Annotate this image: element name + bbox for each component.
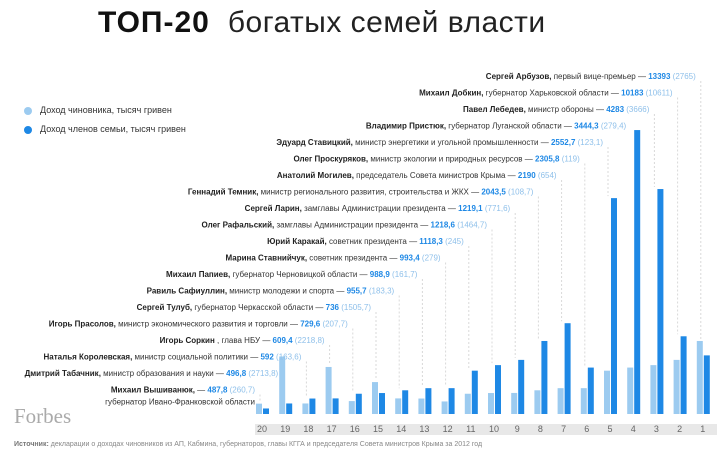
label-post: первый вице-премьер — — [553, 72, 649, 81]
legend-label-official: Доход чиновника, тысяч гривен — [40, 105, 172, 115]
label-post: министр регионального развития, строительства и ЖКХ — — [260, 187, 482, 197]
label-name: Сергей Ларин, — [244, 204, 305, 213]
label-family-income: (163,6) — [276, 352, 302, 362]
bar-family-5 — [611, 198, 617, 414]
label-post: замглавы Администрации президента — — [304, 204, 459, 213]
bar-official-4 — [627, 368, 633, 414]
x-tick-3: 3 — [653, 424, 659, 434]
label-post: председатель Совета министров Крыма — — [356, 171, 518, 180]
x-tick-2: 2 — [677, 424, 683, 434]
source-label: Источник: — [14, 441, 49, 448]
label-rank-14 — [147, 287, 395, 296]
bar-family-1 — [704, 355, 710, 414]
bar-official-13 — [418, 399, 424, 414]
x-tick-11: 11 — [466, 424, 476, 434]
label-rank-7 — [277, 171, 557, 180]
label-family-income: (2765) — [672, 72, 696, 81]
label-family-income: (279,4) — [600, 121, 627, 131]
bar-family-11 — [472, 371, 478, 414]
bar-family-13 — [425, 388, 431, 414]
x-tick-7: 7 — [561, 424, 567, 434]
bar-family-2 — [681, 336, 687, 414]
label-post-rank-20: губернатор Ивано-Франковской области — [105, 397, 255, 407]
label-name: Анатолий Могилев, — [276, 171, 357, 180]
label-rank-3 — [463, 105, 650, 114]
bar-family-9 — [518, 360, 524, 414]
bar-family-17 — [333, 398, 339, 414]
x-tick-4: 4 — [630, 424, 636, 434]
x-tick-8: 8 — [537, 424, 543, 434]
label-name: Павел Лебедев, — [463, 105, 529, 114]
label-own-income: 592 — [260, 352, 277, 362]
bar-official-12 — [442, 401, 448, 414]
label-post: советник президента — — [309, 253, 400, 263]
title-light: богатых семей власти — [227, 6, 546, 39]
label-name: Михаил Папиев, — [166, 270, 233, 279]
label-family-income: (279) — [421, 253, 441, 263]
label-name: Олег Рафальский, — [201, 220, 277, 230]
forbes-logo: Forbes — [14, 404, 72, 428]
bar-official-3 — [650, 365, 656, 414]
label-own-income: 2305,8 — [535, 154, 562, 164]
x-tick-10: 10 — [488, 424, 500, 434]
label-post: министр образования и науки — — [103, 369, 227, 378]
x-tick-12: 12 — [442, 424, 453, 434]
label-post: министр социальной политики — — [134, 352, 261, 362]
label-name: Наталья Королевская, — [43, 352, 135, 362]
label-own-income: 487,8 — [207, 385, 230, 395]
label-own-income: 13393 — [648, 72, 673, 81]
label-rank-10 — [201, 221, 487, 230]
person-labels — [25, 72, 697, 407]
bar-official-11 — [465, 394, 471, 414]
label-rank-6 — [293, 155, 580, 164]
bar-family-18 — [309, 399, 315, 414]
label-rank-15 — [137, 303, 372, 312]
label-name: Михаил Добкин, — [419, 88, 486, 98]
label-name: Равиль Сафиуллин, — [146, 286, 230, 296]
label-name: Игорь Соркин — [159, 336, 218, 345]
x-tick-16: 16 — [349, 424, 360, 434]
label-dash: — — [197, 385, 208, 395]
label-family-income: (161,7) — [392, 270, 418, 279]
label-post: , глава НБУ — — [217, 336, 273, 345]
label-post: губернатор Черновицкой области — — [232, 270, 370, 279]
bar-official-15 — [372, 382, 378, 414]
label-post: министр экономического развития и торговли — — [118, 319, 301, 329]
label-family-income: (654) — [537, 171, 557, 180]
x-tick-20: 20 — [256, 424, 268, 434]
label-own-income: 2552,7 — [550, 138, 578, 147]
label-family-income: (10611) — [645, 88, 673, 98]
bar-family-6 — [588, 368, 594, 414]
label-own-income: 1219,1 — [458, 204, 485, 213]
label-family-income: (1505,7) — [341, 303, 371, 312]
label-own-income: 1118,3 — [419, 237, 446, 246]
label-rank-13 — [166, 270, 418, 279]
label-name: Сергей Арбузов, — [485, 72, 554, 81]
x-tick-19: 19 — [280, 424, 291, 434]
bar-official-2 — [674, 360, 680, 414]
bar-official-17 — [326, 367, 332, 414]
label-family-income: (1464,7) — [457, 220, 487, 230]
bar-official-1 — [697, 341, 703, 414]
bar-family-19 — [286, 403, 292, 414]
label-family-income: (3666) — [626, 105, 650, 114]
label-rank-9 — [245, 204, 511, 213]
bar-official-10 — [488, 393, 494, 414]
label-name: Марина Ставнийчук, — [225, 253, 310, 263]
label-own-income: 993,4 — [399, 253, 422, 263]
x-tick-13: 13 — [419, 424, 430, 434]
label-name: Игорь Прасолов, — [48, 319, 119, 329]
label-name: Юрий Каракай, — [267, 237, 329, 246]
bar-family-7 — [565, 323, 571, 414]
x-tick-1: 1 — [700, 424, 706, 434]
label-family-income: (183,3) — [368, 286, 395, 296]
source-text: декларации о доходах чиновников из АП, Кабмина, губернаторов, главы КГГА и председателя Совета министров Крыма за 2012 год — [50, 441, 483, 448]
label-family-income: (245) — [445, 237, 464, 246]
bar-official-7 — [558, 388, 564, 414]
label-own-income: 609,4 — [272, 336, 295, 345]
label-post: советник президента — — [328, 237, 420, 246]
label-post: замглавы Администрации президента — — [276, 220, 431, 230]
label-rank-17 — [160, 336, 325, 345]
label-post: губернатор Харьковской области — — [485, 88, 622, 98]
label-post: губернатор Луганской области — — [448, 121, 575, 131]
label-own-income: 496,8 — [226, 369, 249, 378]
label-family-income: (2713,8) — [248, 369, 279, 378]
label-name: Владимир Пристюк, — [365, 121, 449, 131]
bar-official-5 — [604, 371, 610, 414]
label-own-income: 955,7 — [346, 286, 369, 296]
label-rank-1 — [486, 72, 696, 81]
label-rank-4 — [366, 122, 627, 131]
label-rank-16 — [49, 320, 348, 329]
label-family-income: (119) — [561, 154, 580, 164]
bar-family-3 — [657, 189, 663, 414]
source-note — [14, 441, 482, 448]
bar-family-4 — [634, 130, 640, 414]
bar-official-19 — [279, 356, 285, 414]
title-bold: ТОП-20 — [98, 6, 210, 39]
label-own-income: 4283 — [606, 105, 627, 114]
label-name: Дмитрий Табачник, — [24, 369, 104, 378]
label-family-income: (123,1) — [577, 138, 603, 147]
label-own-income: 736 — [325, 303, 342, 312]
x-tick-18: 18 — [303, 424, 314, 434]
bar-official-8 — [534, 390, 540, 414]
x-tick-17: 17 — [326, 424, 337, 434]
label-rank-11 — [267, 237, 464, 246]
label-own-income: 729,6 — [300, 319, 323, 329]
x-tick-6: 6 — [584, 424, 590, 434]
label-family-income: (207,7) — [322, 319, 348, 329]
label-family-income: (260,7) — [229, 385, 255, 395]
label-name: Олег Проскуряков, — [293, 154, 371, 164]
bar-family-10 — [495, 365, 501, 414]
label-family-income: (108,7) — [508, 187, 534, 197]
bar-official-16 — [349, 401, 355, 414]
label-own-income: 3444,3 — [574, 121, 601, 131]
bar-family-14 — [402, 390, 408, 414]
label-post: министр молодежи и спорта — — [229, 286, 347, 296]
label-name: Михаил Вышиванюк, — [110, 385, 198, 395]
bar-family-8 — [541, 341, 547, 414]
label-name: Сергей Тулуб, — [136, 303, 195, 312]
label-family-income: (771,6) — [484, 204, 511, 213]
label-rank-8 — [188, 188, 534, 197]
label-post: министр экологии и природных ресурсов — — [370, 154, 536, 164]
label-own-income: 988,9 — [369, 270, 393, 279]
label-post: министр энергетики и угольной промышленности — — [355, 138, 551, 147]
label-post: губернатор Черкасской области — — [194, 303, 326, 312]
label-rank-2 — [419, 89, 673, 98]
label-family-income: (2218,8) — [294, 336, 325, 345]
legend-label-family: Доход членов семьи, тысяч гривен — [40, 124, 186, 134]
label-post: министр обороны — — [528, 105, 607, 114]
bar-official-6 — [581, 388, 587, 414]
label-own-income: 2043,5 — [481, 187, 509, 197]
bar-official-18 — [302, 403, 308, 414]
bar-family-16 — [356, 394, 362, 414]
bar-family-12 — [449, 388, 455, 414]
x-tick-9: 9 — [514, 424, 520, 434]
label-own-income: 10183 — [621, 88, 646, 98]
x-axis-band — [255, 424, 717, 435]
label-name: Эдуард Ставицкий, — [276, 138, 356, 147]
bar-family-20 — [263, 408, 269, 414]
x-tick-5: 5 — [607, 424, 613, 434]
label-rank-19 — [25, 369, 279, 378]
label-own-income: 2190 — [517, 171, 538, 180]
label-rank-18 — [44, 353, 302, 362]
label-rank-5 — [276, 138, 603, 147]
bar-official-14 — [395, 398, 401, 414]
label-rank-20 — [111, 386, 255, 395]
x-tick-14: 14 — [396, 424, 407, 434]
label-rank-12 — [226, 254, 441, 263]
label-name: Геннадий Темник, — [187, 187, 261, 197]
x-tick-15: 15 — [372, 424, 384, 434]
bar-official-20 — [256, 404, 262, 414]
bar-official-9 — [511, 393, 517, 414]
bar-family-15 — [379, 393, 385, 414]
label-own-income: 1218,6 — [430, 220, 458, 230]
